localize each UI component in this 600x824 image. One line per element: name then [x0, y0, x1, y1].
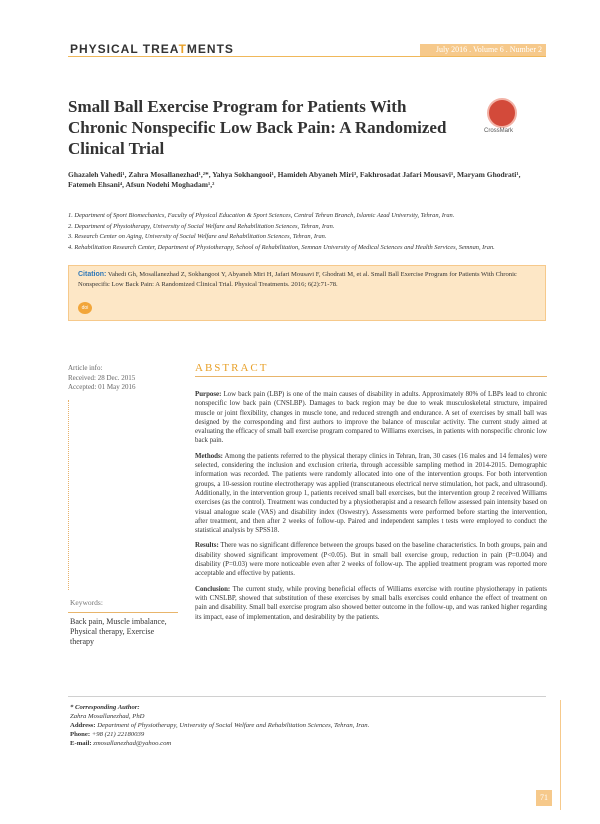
- abstract-results: Results: There was no significant difference between the groups based on the baseline characteristics. In both groups, pain and disability showed significant improvement (P<0.05). But in small ball exercise group, reduction in pain (P=0.004) and disability (P=0.03) were more noticeable even after 2 weeks of follow-up. The applied treatment program was reported more acceptable and effective by patients.: [195, 542, 547, 578]
- abstract-purpose: Purpose: Low back pain (LBP) is one of the main causes of disability in adults. Approximately 80% of LBPs lead to chronic nonspecific low back pain (CNSLBP). Damages to back region may be due to weak musculoskeletal structure, impaired muscle or joint flexibility, changes in muscle tone, and reduced strength and endurance. A set of exercises by small ball was designed by the corresponding and first authors to improve the balance of muscular activity. The current study aimed at evaluating the efficacy of small ball exercise program compared to Williams exercises, in patients with nonspecific chronic low back pain.: [195, 391, 547, 445]
- crossmark-icon[interactable]: [487, 98, 517, 128]
- crossmark-label: CrossMark: [484, 128, 514, 134]
- abstract-methods: Methods: Among the patients referred to the physical therapy clinics in Tehran, Iran, 30 cases (16 males and 14 females) were selected, considering the inclusion and exclusion criteria, through accessible sampling method in 2014-2015. Demographic information was recorded. The patients were randomly allocated into one of the intervention groups. For both intervention groups, a 10-session routine electrotherapy was applied (transcutaneous electrical nerve stimulation, hot pack, and ultrasound). Additionally, in the intervention group 1, patients received small ball exercises, but the intervention group 2 received Williams exercises (as the control). Treatment was conducted by a physiotherapist and a research fellow assessed pain intensity based on visual analogue scale (VAS) and disability index (Oswestry). Assessments were performed before starting the intervention, after treatment, and then after 2 weeks of follow-up. Paired and independent samples t tests were employed to conduct the statistical analysis by SPSS18.: [195, 452, 547, 535]
- affiliation-4: 4. Rehabilitation Research Center, Department of Physiotherapy, School of Rehabilitation, Semnan University of Medical Sciences and Health Services, Semnan, Iran.: [68, 243, 495, 251]
- corresponding-email: E-mail: zmosallanezhad@yahoo.com: [70, 740, 172, 747]
- affiliations: [68, 211, 548, 253]
- journal-name-highlight: T: [178, 42, 187, 56]
- article-info: [68, 364, 135, 393]
- corresponding-address: Address: Department of Physiotherapy, University of Social Welfare and Rehabilitation Sciences, Tehran, Iran.: [70, 722, 370, 729]
- page-number: 71: [536, 790, 552, 806]
- abstract-conclusion: Conclusion: The current study, while proving beneficial effects of Williams exercise with routine physiotherapy in patients with CNSLBP, showed that substitution of these exercises by small balls exercises could enhance the effect of treatment on pain and disability. Small ball exercise program also showed better outcome in the follow-up, and was ranked higher regarding its impact, ease of implementation, and desirability by the patients.: [195, 585, 547, 621]
- issue-band: July 2016 . Volume 6 . Number 2: [420, 44, 546, 56]
- keywords-rule: [68, 612, 178, 613]
- article-info-label: Article info:: [68, 364, 103, 372]
- page-edge-rule: [560, 700, 561, 810]
- citation-body: Vahedi Gh, Mosallanezhad Z, Sokhangooi Y, Abyaneh Miri H, Jafari Mousavi F, Ghodrati M, et al. Small Ball Exercise Program for Patients With Chronic Nonspecific Low Back Pain: A Randomized Clinical Trial. Physical Treatments. 2016; 6(2):71-78.: [78, 271, 517, 288]
- affiliation-3: 3. Research Center on Aging, University of Social Welfare and Rehabilitation Sciences, Tehran, Iran.: [68, 233, 327, 240]
- citation-text: [78, 270, 538, 290]
- corresponding-phone: Phone: +98 (21) 22180039: [70, 731, 145, 738]
- journal-name-part2: MENTS: [186, 42, 234, 56]
- abstract-heading: ABSTRACT: [195, 362, 269, 374]
- corresponding-name: Zahra Mosallanezhad, PhD: [70, 713, 145, 720]
- affiliation-2: 2. Department of Physiotherapy, University of Social Welfare and Rehabilitation Sciences, Tehran, Iran.: [68, 222, 335, 230]
- accepted-date: Accepted: 01 May 2016: [68, 383, 136, 391]
- affiliation-1: 1. Department of Sport Biomechanics, Faculty of Physical Education & Sport Sciences, Central Tehran Branch, Islamic Azad University, Tehran, Iran.: [68, 212, 455, 219]
- keywords-text: Back pain, Muscle imbalance, Physical therapy, Exercise therapy: [70, 617, 167, 646]
- journal-name-part1: PHYSICAL TREA: [70, 42, 179, 56]
- keywords-label: Keywords:: [70, 598, 103, 607]
- author-list: Ghazaleh Vahedi¹, Zahra Mosallanezhad¹,²*, Yahya Sokhangooi¹, Hamideh Abyaneh Miri³, Fakhrosadat Jafari Mousavi¹, Maryam Ghodrati¹, Fatemeh Ehsani⁴, Afsun Nodehi Moghadam¹,²: [68, 170, 521, 189]
- abstract-body: [195, 390, 547, 628]
- citation-label: Citation:: [78, 271, 107, 278]
- received-date: Received: 28 Dec. 2015: [68, 373, 136, 382]
- article-title: Small Ball Exercise Program for Patients With Chronic Nonspecific Low Back Pain: A Randomized Clinical Trial: [68, 97, 447, 158]
- abstract-rule: [195, 376, 547, 377]
- corresponding-rule: [68, 696, 546, 697]
- doi-icon[interactable]: doi: [78, 302, 92, 314]
- corresponding-author: [70, 703, 470, 748]
- header-rule: [68, 56, 546, 57]
- journal-name: [70, 42, 234, 56]
- corresponding-label: * Corresponding Author:: [70, 704, 140, 711]
- sidebar-divider: [68, 400, 179, 590]
